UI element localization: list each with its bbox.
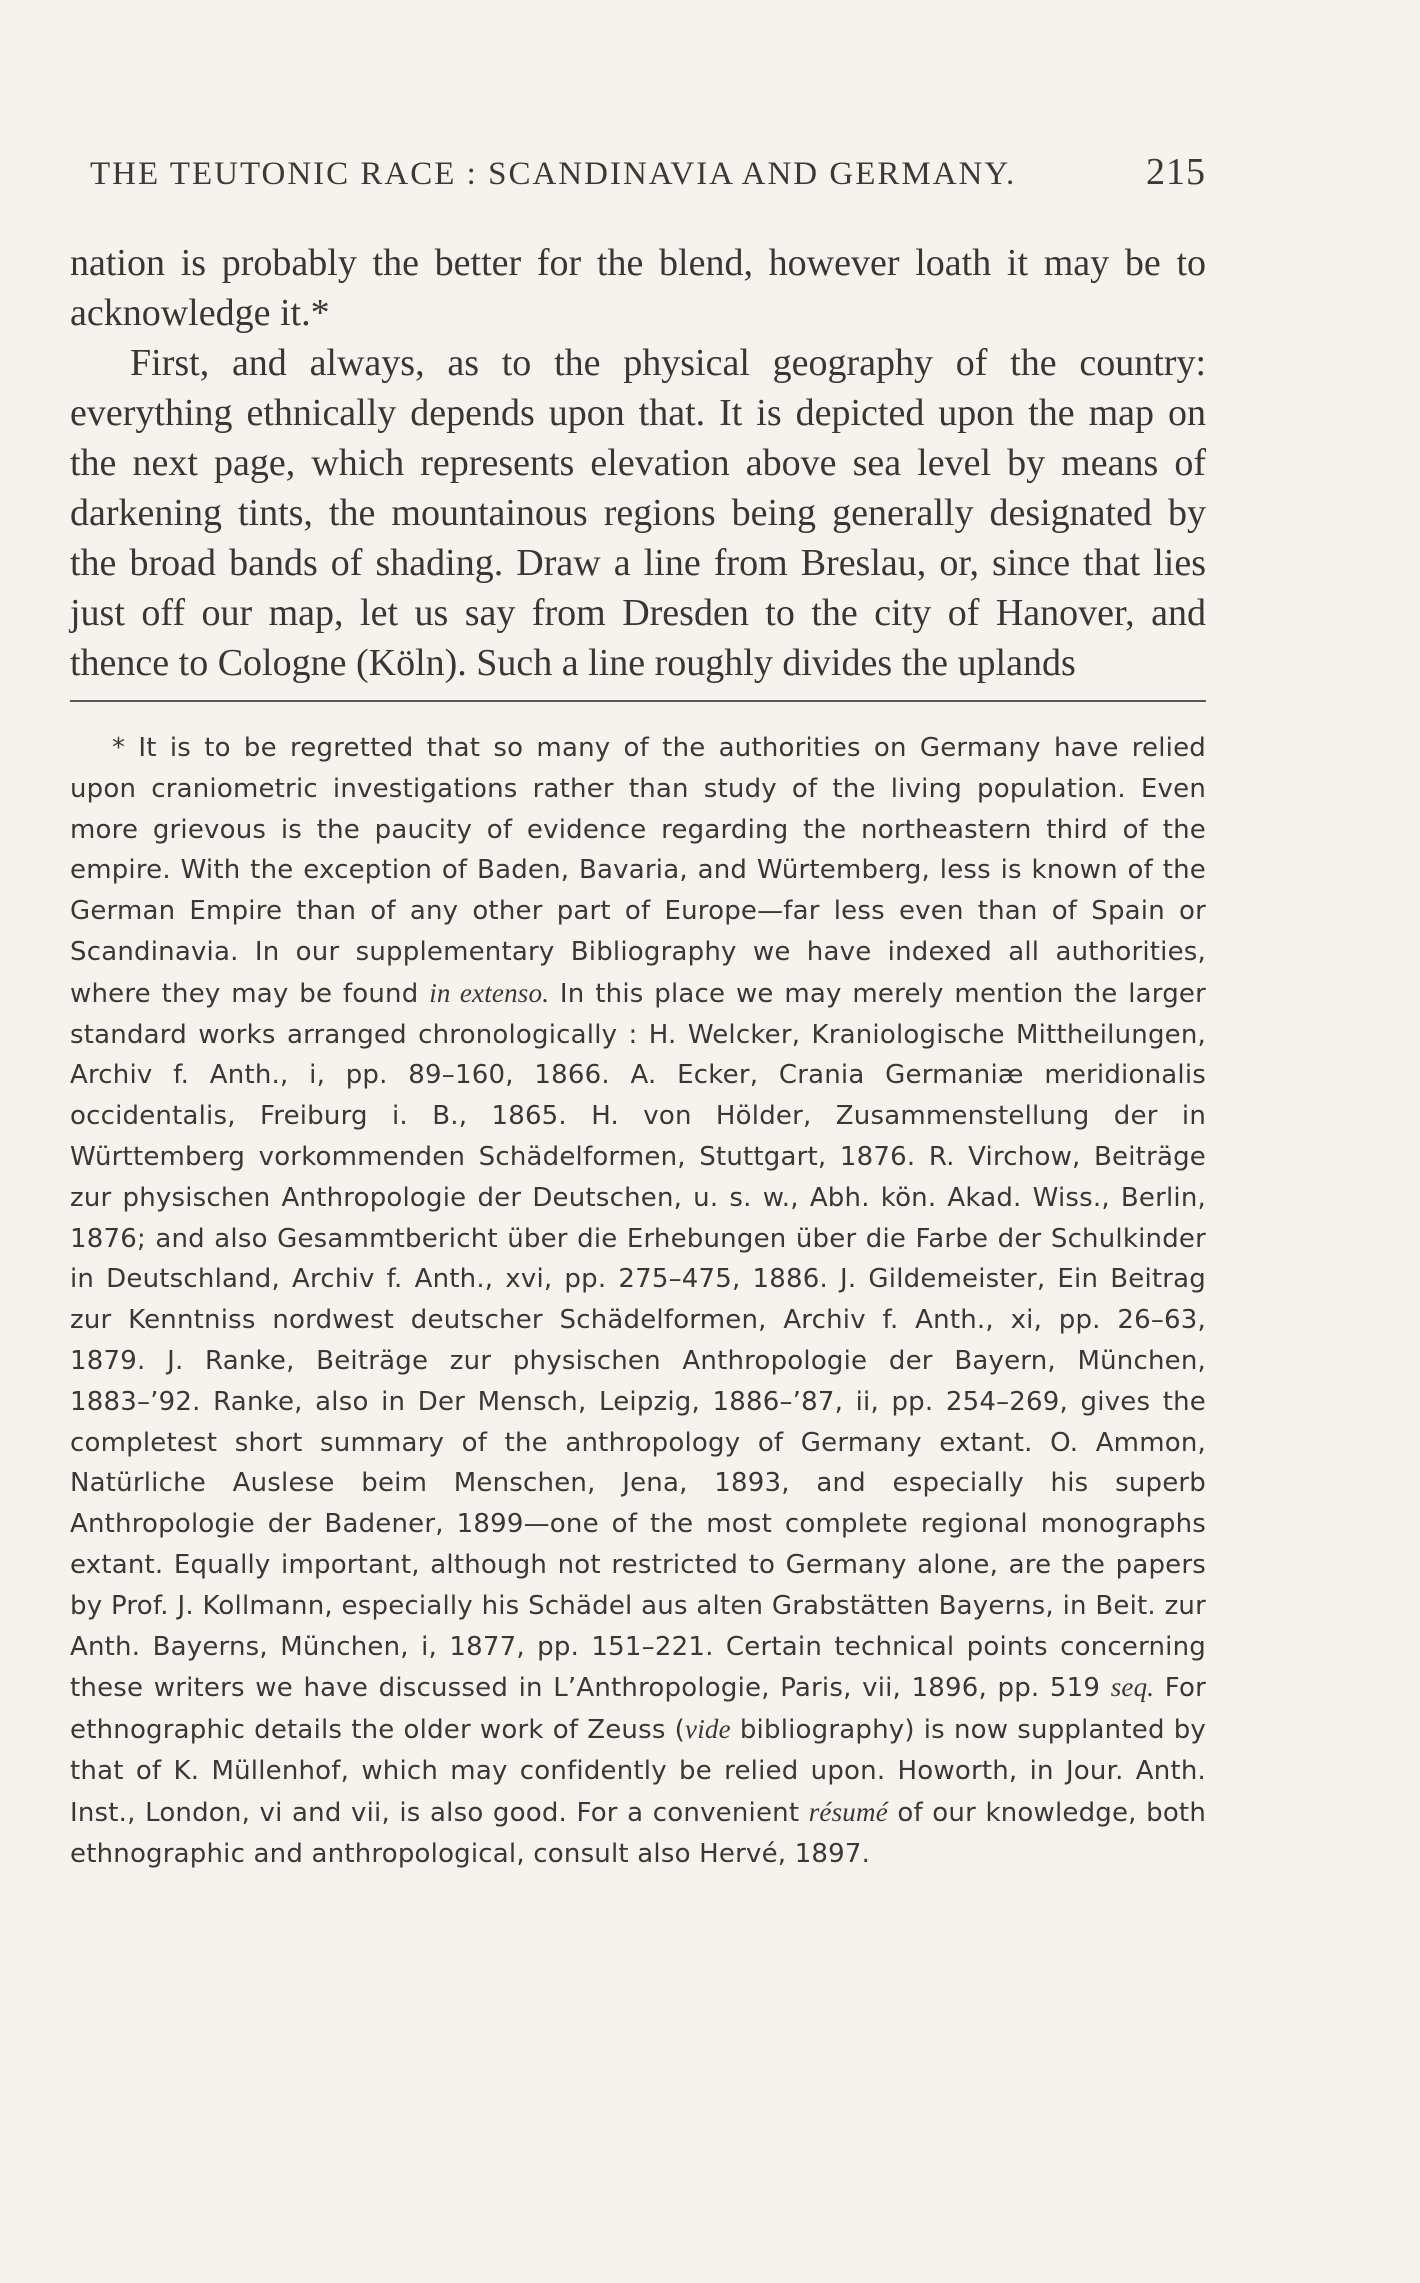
footnote-italic-vide: vide <box>685 1714 731 1745</box>
footnote-italic-in-extenso: in extenso. <box>429 977 550 1008</box>
running-head-title: THE TEUTONIC RACE : SCANDINAVIA AND GERMANY. <box>90 156 1017 192</box>
footnote-part-5: of our knowledge, both ethnographic and anthropological, consult also Hervé, 1897. <box>70 1797 1207 1869</box>
paragraph-physical-geography: First, and always, as to the physical geography of the country: everything ethnically depends upon that. It is depicted upon the map on the next page, which represents elevation above sea level by means of darkening tints, the mountainous regions being generally designated by the broad bands of shading. Draw a line from Breslau, or, since that lies just off our map, let us say from Dresden to the city of Hanover, and thence to Cologne (Köln). Such a line roughly divides the uplands <box>70 342 1206 684</box>
footnote-part-4: bibliography) is now supplanted by that of K. Müllenhof, which may confidently be relied upon. Howorth, in Jour. Anth. Inst., London, vi and vii, is also good. For a convenient <box>70 1715 1206 1828</box>
book-page <box>70 150 1206 1874</box>
footnote-italic-resume: résumé <box>808 1796 888 1827</box>
running-head <box>90 150 1206 210</box>
footnote-text <box>70 728 1206 1874</box>
footnote-part-3: For ethnographic details the older work of Zeuss ( <box>70 1673 1206 1746</box>
paragraph-continued: nation is probably the better for the blend, however loath it may be to acknowledge it.* <box>70 242 1206 334</box>
footnote-divider <box>70 700 1206 702</box>
footnote-part-2: In this place we may merely mention the larger standard works arranged chronologically : H. Welcker, Kraniologische Mittheilungen, Archiv f. Anth., i, pp. 89–160, 1866. A. Ecker, Crania Germaniæ meridionalis occidentalis, Freiburg i. B., 1865. H. von Hölder, Zusammenstellung der in Württemberg vorkommenden Schädelformen, Stuttgart, 1876. R. Virchow, Beiträge zur physischen Anthropologie der Deutschen, u. s. w., Abh. kön. Akad. Wiss., Berlin, 1876; and also Gesammtbericht über die Erhebungen über die Farbe der Schulkinder in Deutschland, Archiv f. Anth., xvi, pp. 275–475, 1886. J. Gildemeister, Ein Beitrag zur Kenntniss nordwest deutscher Schädelformen, Archiv f. Anth., xi, pp. 26–63, 1879. J. Ranke, Beiträge zur physischen Anthropologie der Bayern, München, 1883–’92. Ranke, also in Der Mensch, Leipzig, 1886–’87, ii, pp. 254–269, gives the completest short summary of the anthropology of Germany extant. O. Ammon, Natürliche Auslese beim Menschen, Jena, 1893, and especially his superb Anthropologie der Badener, 1899—one of the most complete regional monographs extant. Equally important, although not restricted to Germany alone, are the papers by Prof. J. Kollmann, especially his Schädel aus alten Grabstätten Bayerns, in Beit. zur Anth. Bayerns, München, i, 1877, pp. 151–221. Certain technical points concerning these writers we have discussed in L’Anthropologie, Paris, vii, 1896, pp. 519 <box>70 978 1206 1704</box>
footnote <box>70 728 1206 1874</box>
footnote-italic-seq: seq. <box>1110 1672 1155 1703</box>
body-text <box>70 238 1206 688</box>
page-number: 215 <box>1146 151 1206 193</box>
footnote-part-1: * It is to be regretted that so many of the authorities on Germany have relied upon craniometric investigations rather than study of the living population. Even more grievous is the paucity of evidence regarding the northeastern third of the empire. With the exception of Baden, Bavaria, and Würtemberg, less is known of the German Empire than of any other part of Europe—far less even than of Spain or Scandinavia. In our supplementary Bibliography we have indexed all authorities, where they may be found <box>70 733 1206 1009</box>
